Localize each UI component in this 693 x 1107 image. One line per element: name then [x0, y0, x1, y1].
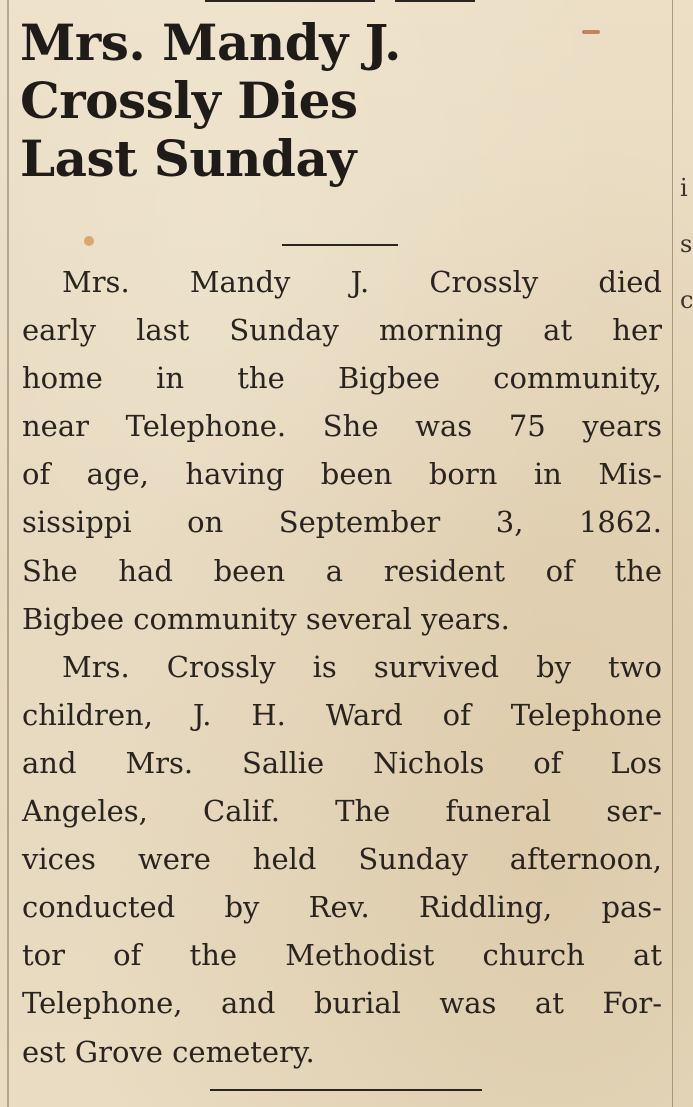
headline: [20, 14, 660, 188]
paper-stain: [84, 236, 94, 246]
body-line: vices were held Sunday afternoon,: [22, 842, 662, 877]
adjacent-column-letter: c: [680, 286, 693, 314]
body-line: sissippi on September 3, 1862.: [22, 505, 662, 540]
adjacent-column-letter: i: [680, 174, 688, 202]
body-line: and Mrs. Sallie Nichols of Los: [22, 745, 662, 780]
top-rule-left: [205, 0, 375, 2]
adjacent-column-fragment: [680, 160, 693, 328]
right-column-rule: [672, 0, 673, 1107]
body-line: Mrs. Crossly is survived by two: [62, 649, 662, 684]
left-column-rule: [7, 0, 9, 1107]
body-line: Mrs. Mandy J. Crossly died: [62, 265, 662, 299]
headline-line: Last Sunday: [20, 129, 356, 188]
body-line: near Telephone. She was 75 years: [22, 409, 662, 444]
end-rule: [210, 1089, 482, 1091]
body-line: home in the Bigbee community,: [22, 361, 662, 396]
headline-divider: [282, 244, 398, 246]
body-line: children, J. H. Ward of Telephone: [22, 697, 662, 732]
body-line: She had been a resident of the: [22, 553, 662, 588]
body-line: Telephone, and burial was at For-: [22, 986, 662, 1021]
article-body: [22, 258, 662, 1076]
body-line: est Grove cemetery.: [22, 1034, 315, 1069]
body-line: conducted by Rev. Riddling, pas-: [22, 890, 662, 925]
headline-line: Mrs. Mandy J.: [20, 13, 401, 72]
top-rule-right: [395, 0, 475, 2]
headline-line: Crossly Dies: [20, 71, 358, 130]
body-line: Bigbee community several years.: [22, 601, 510, 636]
body-line: Angeles, Calif. The funeral ser-: [22, 794, 662, 829]
body-line: tor of the Methodist church at: [22, 938, 662, 973]
adjacent-column-letter: s: [680, 230, 693, 258]
body-line: early last Sunday morning at her: [22, 313, 662, 348]
body-line: of age, having been born in Mis-: [22, 457, 662, 492]
